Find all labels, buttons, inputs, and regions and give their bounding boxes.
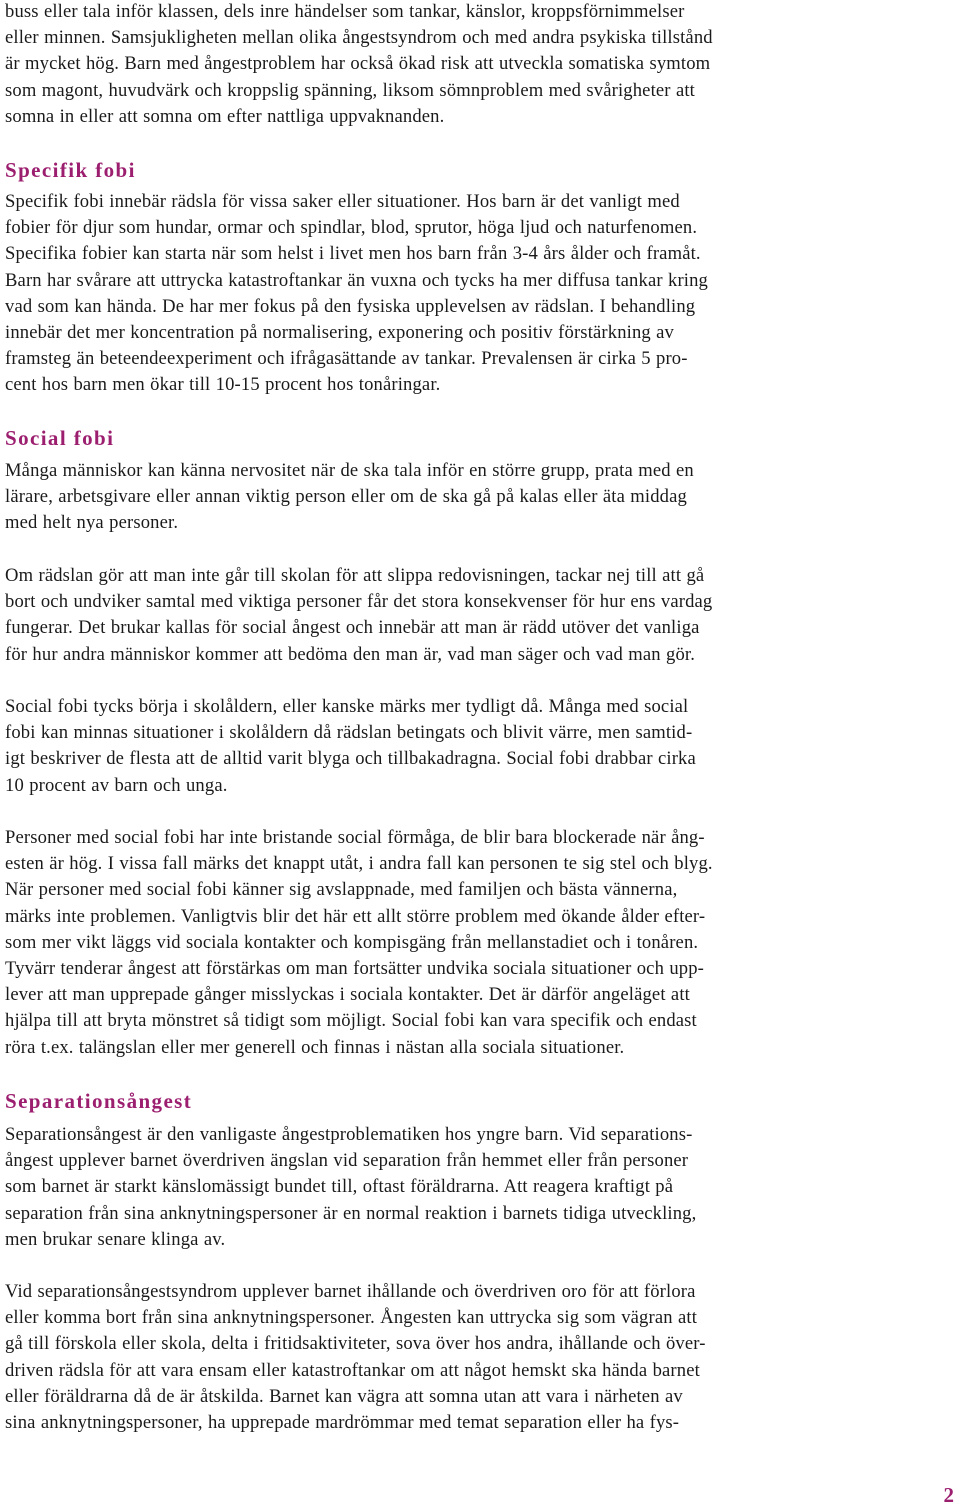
text-line: som magont, huvudvärk och kroppslig spänning, liksom sömnproblem med svårigheter att	[5, 79, 695, 101]
text-line: lärare, arbetsgivare eller annan viktig person eller om de ska gå på kalas eller äta middag	[5, 486, 687, 508]
text-line: cent hos barn men ökar till 10-15 procent hos tonåringar.	[5, 374, 441, 396]
text-line: esten är hög. I vissa fall märks det knappt utåt, i andra fall kan personen te sig stel och blyg.	[5, 853, 713, 875]
social-fobi-paragraph-3	[5, 694, 696, 799]
text-line: fobi kan minnas situationer i skolåldern då rädslan betingats och blivit värre, men samtid-	[5, 722, 693, 744]
text-line: buss eller tala inför klassen, dels inre händelser som tankar, känslor, kroppsförnimmelser	[5, 1, 685, 22]
text-line: Barn har svårare att uttrycka katastroftankar än vuxna och tycks ha mer diffusa tankar kring	[5, 269, 708, 291]
text-line: Separationsångest är den vanligaste ångestproblematiken hos yngre barn. Vid separations-	[5, 1124, 693, 1145]
text-line: Specifik fobi innebär rädsla för vissa saker eller situationer. Hos barn är det vanligt med	[5, 191, 680, 212]
text-line: som barnet är starkt känslomässigt bundet till, oftast föräldrarna. Att reagera kraftigt på	[5, 1176, 674, 1198]
text-line: framsteg än beteendeexperiment och ifrågasättande av tankar. Prevalensen är cirka 5 pro-	[5, 348, 688, 370]
social-fobi-paragraph-1	[5, 458, 694, 537]
text-line: med helt nya personer.	[5, 512, 179, 534]
text-line: ångest upplever barnet överdriven ängslan vid separation från hemmet eller från personer	[5, 1150, 689, 1172]
text-line: bort och undviker samtal med viktiga personer får det stora konsekvenser för hur ens vardag	[5, 591, 713, 613]
text-line: Om rädslan gör att man inte går till skolan för att slippa redovisningen, tackar nej till att gå	[5, 565, 705, 586]
text-line: innebär det mer koncentration på normalisering, exponering och positiv förstärkning av	[5, 322, 675, 344]
text-line: Tyvärr tenderar ångest att förstärkas om man fortsätter undvika sociala situationer och upp-	[5, 958, 704, 980]
social-fobi-paragraph-2	[5, 563, 712, 668]
text-line: Många människor kan känna nervositet när de ska tala inför en större grupp, prata med en	[5, 460, 694, 481]
text-line: fobier för djur som hundar, ormar och spindlar, blod, sprutor, höga ljud och naturfenomen.	[5, 217, 698, 239]
text-line: sina anknytningspersoner, ha upprepade mardrömmar med temat separation eller ha fys-	[5, 1412, 680, 1434]
social-fobi-paragraph-4	[5, 825, 713, 1061]
text-line: När personer med social fobi känner sig avslappnade, med familjen och bästa vännerna,	[5, 879, 678, 901]
text-line: eller föräldrarna då de är åtskilda. Barnet kan vägra att somna utan att vara i närheten av	[5, 1385, 683, 1407]
text-line: Social fobi tycks börja i skolåldern, eller kanske märks mer tydligt då. Många med social	[5, 696, 689, 717]
text-line: Vid separationsångestsyndrom upplever barnet ihållande och överdriven oro för att förlora	[5, 1281, 696, 1302]
text-line: är mycket hög. Barn med ångestproblem har också ökad risk att utveckla somatiska symtom	[5, 53, 711, 75]
text-line: men brukar senare klinga av.	[5, 1228, 226, 1250]
specifik-fobi-paragraph	[5, 189, 708, 399]
separationsangest-paragraph-1	[5, 1122, 696, 1253]
intro-paragraph	[5, 0, 713, 130]
page-number: 2	[943, 1483, 954, 1507]
text-line: 10 procent av barn och unga.	[5, 774, 228, 796]
text-line: igt beskriver de flesta att de alltid varit blyga och tillbakadragna. Social fobi drabbar cirka	[5, 748, 696, 770]
separationsangest-paragraph-2	[5, 1279, 706, 1436]
text-line: driven rädsla för att vara ensam eller katastroftankar om att något hemskt ska hända barnet	[5, 1359, 700, 1381]
section-heading-specifik-fobi: Specifik fobi	[5, 158, 136, 182]
text-line: separation från sina anknytningspersoner är en normal reaktion i barnets tidiga utveckling,	[5, 1202, 697, 1224]
text-line: gå till förskola eller skola, delta i fritidsaktiviteter, sova över hos andra, ihållande och över-	[5, 1333, 706, 1355]
text-line: Personer med social fobi har inte bristande social förmåga, de blir bara blockerade när ång-	[5, 827, 705, 848]
text-line: lever att man upprepade gånger misslyckas i sociala kontakter. Det är därför angeläget att	[5, 984, 690, 1006]
section-heading-social-fobi: Social fobi	[5, 426, 115, 450]
text-line: hjälpa till att bryta mönstret så tidigt som möjligt. Social fobi kan vara specifik och endast	[5, 1010, 697, 1032]
text-line: som mer vikt läggs vid sociala kontakter och kompisgäng från mellanstadiet och i tonåren.	[5, 931, 699, 953]
text-line: Specifika fobier kan starta när som helst i livet men hos barn från 3-4 års ålder och framåt.	[5, 243, 701, 265]
text-line: märks inte problemen. Vanligtvis blir det här ett allt större problem med ökande ålder efter-	[5, 905, 706, 927]
text-line: eller komma bort från sina anknytningspersoner. Ångesten kan uttrycka sig som vägran att	[5, 1307, 698, 1329]
text-line: röra t.ex. talängslan eller mer generell och finnas i nästan alla sociala situationer.	[5, 1036, 625, 1058]
text-line: fungerar. Det brukar kallas för social ångest och innebär att man är rädd utöver det vanliga	[5, 617, 700, 639]
text-line: för hur andra människor kommer att bedöma den man är, vad man säger och vad man gör.	[5, 643, 696, 665]
text-line: vad som kan hända. De har mer fokus på den fysiska upplevelsen av rädslan. I behandling	[5, 295, 696, 317]
text-line: eller minnen. Samsjukligheten mellan olika ångestsyndrom och med andra psykiska tillstånd	[5, 27, 713, 49]
section-heading-separationsangest: Separationsångest	[5, 1089, 193, 1113]
text-line: somna in eller att somna om efter nattliga uppvaknanden.	[5, 105, 445, 127]
